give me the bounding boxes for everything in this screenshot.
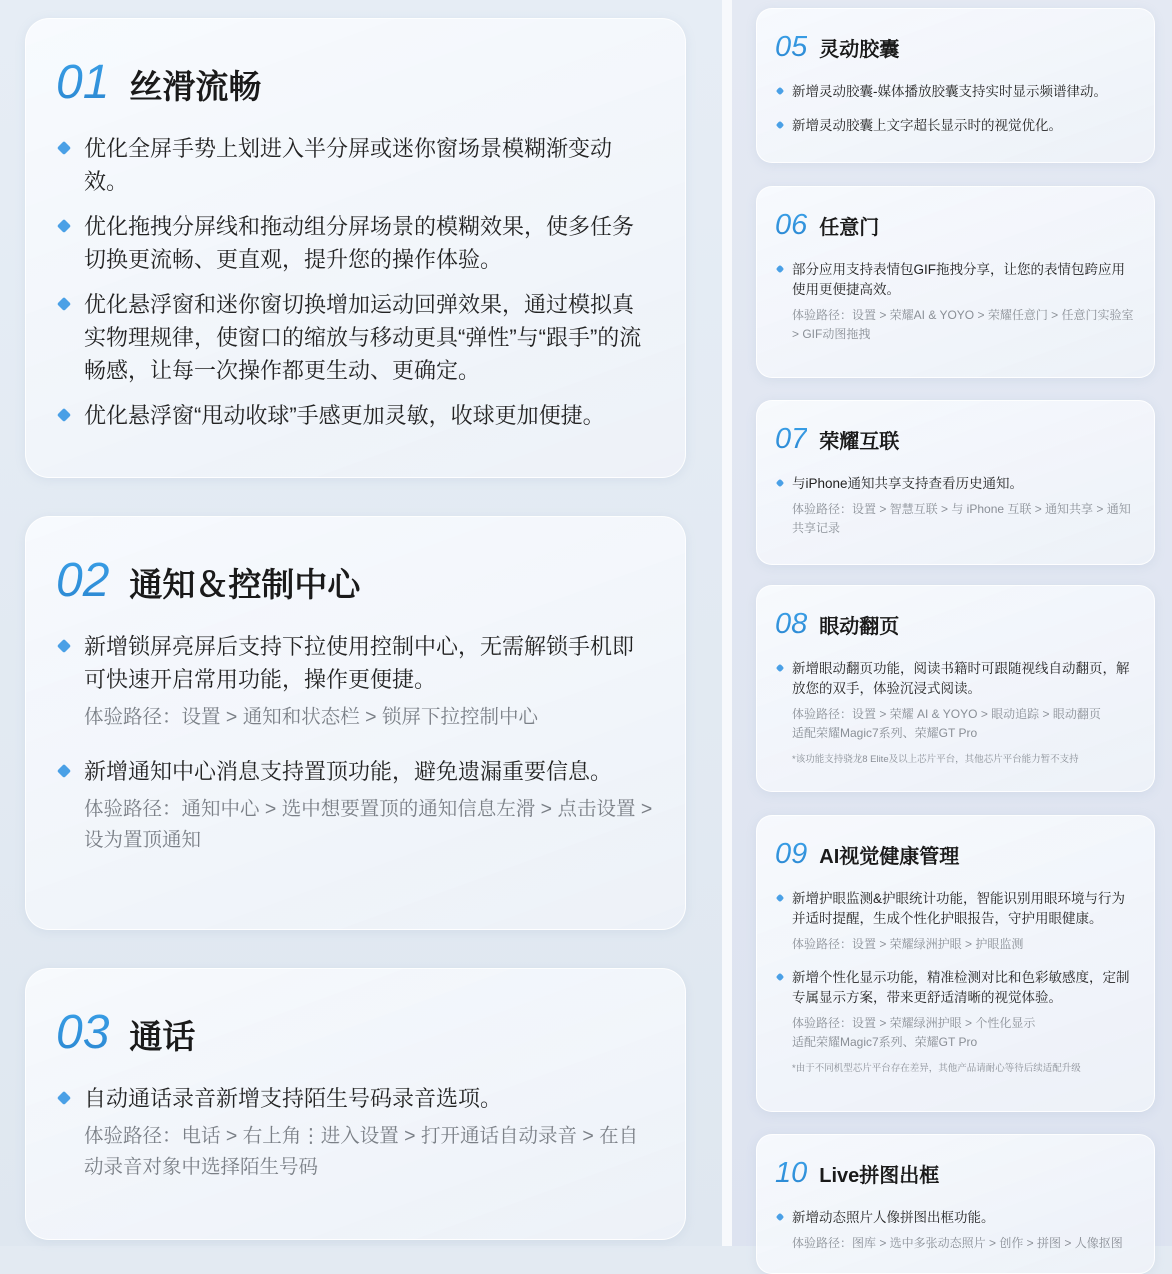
- bullet-diamond-icon: [776, 87, 784, 95]
- experience-path: 体验路径：图库 > 选中多张动态照片 > 创作 > 拼图 > 人像抠图: [792, 1236, 1123, 1250]
- section-number: 07: [775, 423, 808, 455]
- bullet-diamond-icon: [57, 297, 71, 311]
- list-item: [56, 210, 655, 276]
- section-title: Live拼图出框: [819, 1165, 940, 1187]
- list-item: [775, 889, 1136, 954]
- feature-list: [775, 474, 1136, 538]
- list-item: [56, 630, 655, 733]
- feature-text: 优化悬浮窗和迷你窗切换增加运动回弹效果，通过模拟真实物理规律，使窗口的缩放与移动更具“弹性”与“跟手”的流畅感，让每一次操作都更生动、更确定。: [84, 292, 642, 383]
- section-card-08: [756, 585, 1155, 792]
- feature-text: 与iPhone通知共享支持查看历史通知。: [792, 476, 1024, 491]
- section-header: [775, 209, 1136, 242]
- section-title: AI视觉健康管理: [819, 846, 960, 868]
- bullet-diamond-icon: [57, 141, 71, 155]
- section-header: [56, 553, 655, 608]
- section-header: [775, 838, 1136, 871]
- section-number: 05: [775, 31, 808, 63]
- experience-path: 体验路径：设置 > 荣耀绿洲护眼 > 个性化显示 适配荣耀Magic7系列、荣耀GT Pro: [792, 1016, 1036, 1049]
- section-number: 06: [775, 209, 808, 241]
- bullet-diamond-icon: [57, 764, 71, 778]
- feature-text: 新增动态照片人像拼图出框功能。: [792, 1210, 995, 1225]
- experience-path: 体验路径：通知中心 > 选中想要置顶的通知信息左滑 > 点击设置 > 设为置顶通知: [84, 798, 653, 851]
- section-title: 通话: [129, 1018, 196, 1055]
- feature-text: 优化悬浮窗“甩动收球”手感更加灵敏，收球更加便捷。: [84, 403, 605, 428]
- section-title: 眼动翻页: [819, 616, 900, 638]
- section-number: 02: [56, 554, 110, 607]
- experience-path: 体验路径：设置 > 荣耀绿洲护眼 > 护眼监测: [792, 937, 1024, 951]
- section-header: [56, 1005, 655, 1060]
- list-item: [775, 116, 1136, 136]
- bullet-diamond-icon: [776, 894, 784, 902]
- bullet-diamond-icon: [57, 1091, 71, 1105]
- section-header: [775, 1157, 1136, 1190]
- list-item: [56, 755, 655, 856]
- feature-list: [56, 132, 655, 432]
- section-card-09: [756, 815, 1155, 1112]
- section-number: 09: [775, 838, 808, 870]
- feature-text: 部分应用支持表情包GIF拖拽分享，让您的表情包跨应用使用更便捷高效。: [792, 262, 1125, 297]
- bullet-diamond-icon: [776, 973, 784, 981]
- section-card-05: [756, 8, 1155, 163]
- list-item: [775, 968, 1136, 1074]
- section-number: 10: [775, 1157, 808, 1189]
- feature-list: [775, 82, 1136, 136]
- list-item: [56, 399, 655, 432]
- bullet-diamond-icon: [57, 219, 71, 233]
- section-card-06: [756, 186, 1155, 378]
- feature-text: 优化全屏手势上划进入半分屏或迷你窗场景模糊渐变动效。: [84, 136, 613, 194]
- feature-list: [56, 1082, 655, 1183]
- section-card-03: [25, 968, 686, 1240]
- footnote: *该功能支持骁龙8 Elite及以上芯片平台，其他芯片平台能力暂不支持: [792, 754, 1079, 765]
- section-card-10: [756, 1134, 1155, 1274]
- experience-path: 体验路径：设置 > 荣耀 AI & YOYO > 眼动追踪 > 眼动翻页 适配荣耀Magic7系列、荣耀GT Pro: [792, 707, 1101, 740]
- feature-list: [775, 659, 1136, 765]
- experience-path: 体验路径：设置 > 荣耀AI & YOYO > 荣耀任意门 > 任意门实验室 > GIF动图拖拽: [792, 308, 1134, 341]
- section-header: [775, 423, 1136, 456]
- feature-text: 新增个性化显示功能，精准检测对比和色彩敏感度，定制专属显示方案，带来更舒适清晰的视觉体验。: [792, 970, 1130, 1005]
- bullet-diamond-icon: [776, 1213, 784, 1221]
- section-card-02: [25, 516, 686, 930]
- feature-text: 新增眼动翻页功能，阅读书籍时可跟随视线自动翻页，解放您的双手，体验沉浸式阅读。: [792, 661, 1130, 696]
- section-card-07: [756, 400, 1155, 565]
- experience-path: 体验路径：设置 > 智慧互联 > 与 iPhone 互联 > 通知共享 > 通知共享记录: [792, 502, 1131, 535]
- bullet-diamond-icon: [776, 664, 784, 672]
- section-title: 灵动胶囊: [819, 39, 900, 61]
- section-title: 任意门: [819, 217, 880, 239]
- experience-path: 体验路径：设置 > 通知和状态栏 > 锁屏下拉控制中心: [84, 706, 538, 728]
- list-item: [56, 288, 655, 387]
- experience-path: 体验路径：电话 > 右上角⋮进入设置 > 打开通话自动录音 > 在自动录音对象中选择陌生号码: [84, 1125, 639, 1178]
- section-title: 荣耀互联: [819, 431, 900, 453]
- feature-text: 新增灵动胶囊-媒体播放胶囊支持实时显示频谱律动。: [792, 84, 1107, 99]
- list-item: [775, 659, 1136, 765]
- list-item: [775, 82, 1136, 102]
- feature-text: 优化拖拽分屏线和拖动组分屏场景的模糊效果，使多任务切换更流畅、更直观，提升您的操作体验。: [84, 214, 635, 272]
- footnote: *由于不同机型芯片平台存在差异，其他产品请耐心等待后续适配升级: [792, 1063, 1081, 1074]
- bullet-diamond-icon: [776, 121, 784, 129]
- section-number: 01: [56, 56, 110, 109]
- bullet-diamond-icon: [57, 639, 71, 653]
- feature-list: [775, 260, 1136, 344]
- feature-list: [56, 630, 655, 856]
- section-number: 08: [775, 608, 808, 640]
- bullet-diamond-icon: [776, 479, 784, 487]
- column-divider: [722, 0, 732, 1246]
- feature-list: [775, 889, 1136, 1074]
- feature-text: 自动通话录音新增支持陌生号码录音选项。: [84, 1086, 503, 1111]
- section-title: 丝滑流畅: [129, 68, 262, 105]
- list-item: [56, 1082, 655, 1183]
- section-title: 通知＆控制中心: [129, 566, 361, 603]
- section-number: 03: [56, 1006, 110, 1059]
- section-card-01: [25, 18, 686, 478]
- list-item: [775, 474, 1136, 538]
- feature-list: [775, 1208, 1136, 1253]
- section-header: [775, 608, 1136, 641]
- feature-text: 新增灵动胶囊上文字超长显示时的视觉优化。: [792, 118, 1062, 133]
- feature-text: 新增护眼监测&护眼统计功能，智能识别用眼环境与行为并适时提醒，生成个性化护眼报告，守护用眼健康。: [792, 891, 1126, 926]
- section-header: [56, 55, 655, 110]
- list-item: [775, 1208, 1136, 1253]
- bullet-diamond-icon: [57, 408, 71, 422]
- right-column: [732, 0, 1172, 1250]
- bullet-diamond-icon: [776, 265, 784, 273]
- feature-text: 新增锁屏亮屏后支持下拉使用控制中心，无需解锁手机即可快速开启常用功能，操作更便捷。: [84, 634, 635, 692]
- section-header: [775, 31, 1136, 64]
- feature-text: 新增通知中心消息支持置顶功能，避免遗漏重要信息。: [84, 759, 613, 784]
- list-item: [775, 260, 1136, 344]
- list-item: [56, 132, 655, 198]
